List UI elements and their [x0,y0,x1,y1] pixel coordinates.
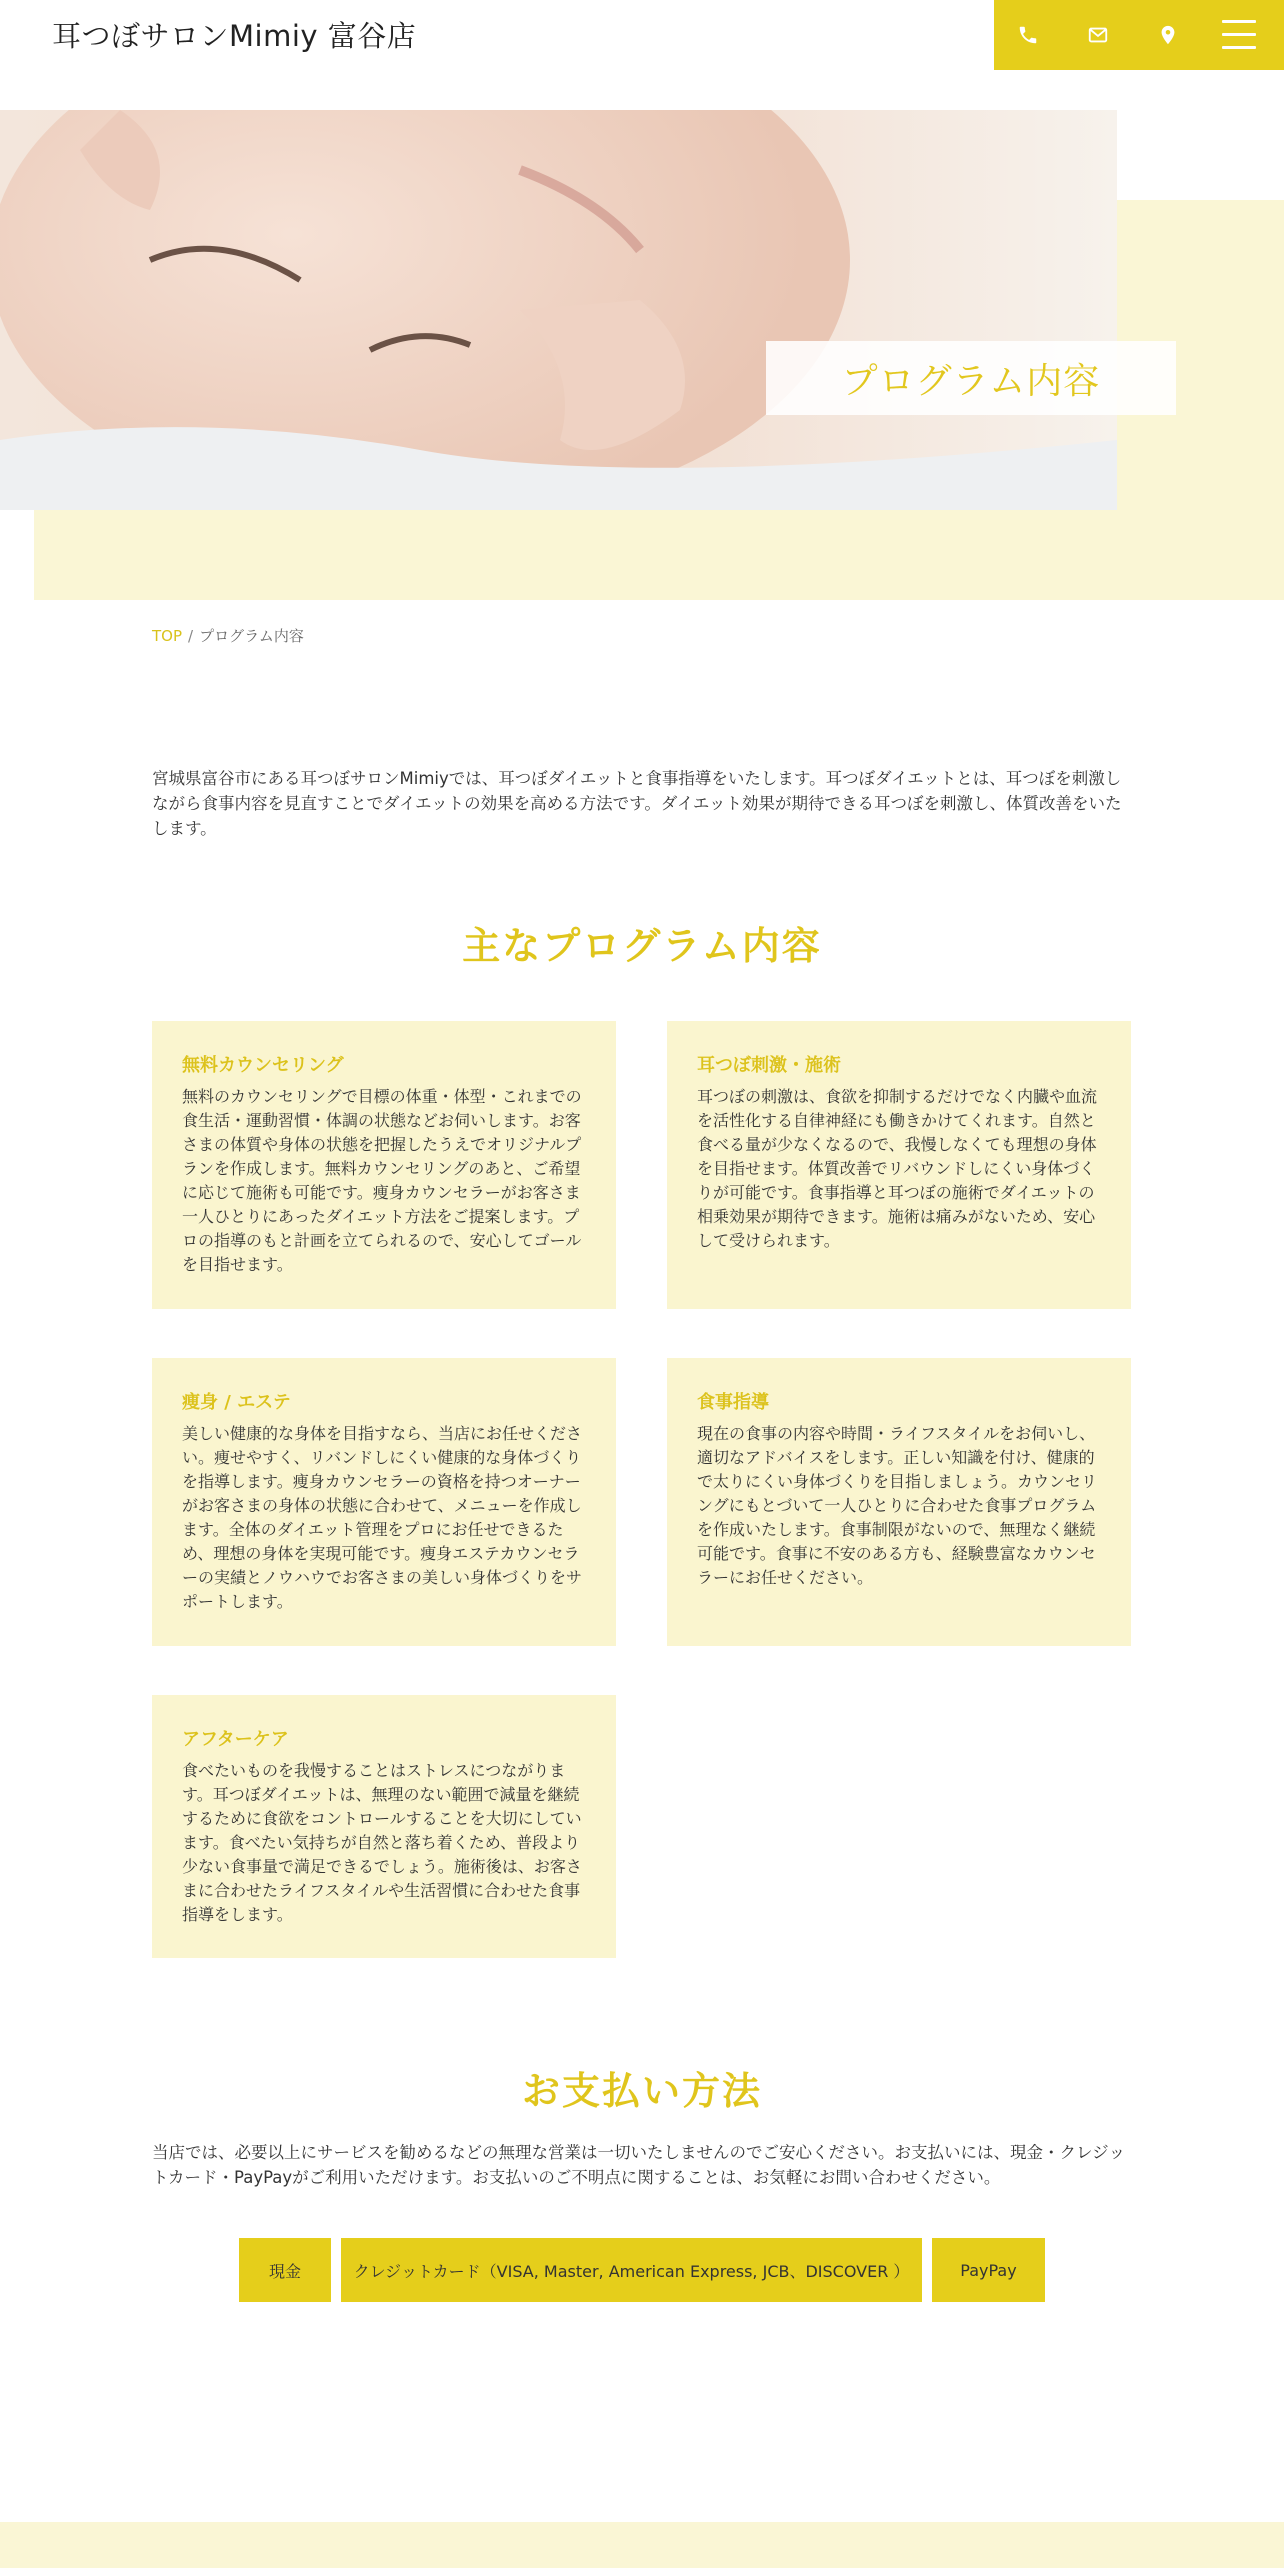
program-card [152,1021,616,1309]
payment-method-cash: 現金 [239,2238,331,2302]
programs-heading: 主なプログラム内容 [462,924,822,968]
hero-image [0,110,1117,510]
map-button[interactable] [1138,0,1198,70]
map-pin-icon [1157,24,1179,46]
program-card [152,1358,616,1646]
header-action-bar [994,0,1284,70]
payment-method-credit-card: クレジットカード（VISA, Master, American Express, JCB、DISCOVER ） [341,2238,922,2302]
program-card-title: 痩身 / エステ [182,1392,291,1413]
mail-button[interactable] [1068,0,1128,70]
payment-heading: お支払い方法 [521,2069,762,2113]
program-card-text: 美しい健康的な身体を目指すなら、当店にお任せください。痩せやすく、リバンドしにくい健康的な身体づくりを指導します。痩身カウンセラーの資格を持つオーナーがお客さまの身体の状態に合わせて、メニューを作成します。全体のダイエット管理をプロにお任せできるため、理想の身体を実現可能です。痩身エステカウンセラーの実績とノウハウでお客さまの美しい身体づくりをサポートします。 [182,1424,583,1611]
program-card [667,1358,1131,1646]
program-card-text: 無料のカウンセリングで目標の体重・体型・これまでの食生活・運動習慣・体調の状態などお伺いします。お客さまの体質や身体の状態を把握したうえでオリジナルプランを作成します。無料カウンセリングのあと、ご希望に応じて施術も可能です。痩身カウンセラーがお客さま一人ひとりにあったダイエット方法をご提案します。プロの指導のもと計画を立てられるので、安心してゴールを目指せます。 [182,1087,582,1274]
breadcrumb-separator: / [188,627,194,645]
phone-icon [1017,24,1039,46]
site-title[interactable]: 耳つぼサロンMimiy 富谷店 [52,19,417,53]
phone-button[interactable] [998,0,1058,70]
breadcrumb-current: プログラム内容 [199,627,304,645]
page-title: プログラム内容 [766,341,1176,415]
program-card [152,1695,616,1958]
breadcrumb [152,625,304,646]
program-card-title: 耳つぼ刺激・施術 [697,1055,841,1076]
payment-text: 当店では、必要以上にサービスを勧めるなどの無理な営業は一切いたしませんのでご安心ください。お支払いには、現金・クレジットカード・PayPayがご利用いただけます。お支払いのご不明点に関することは、お気軽にお問い合わせください。 [152,2143,1126,2187]
program-card-title: 食事指導 [697,1392,769,1413]
program-card [667,1021,1131,1309]
mail-icon [1087,24,1109,46]
footer-strip [0,2522,1284,2568]
program-card-title: 無料カウンセリング [182,1055,344,1076]
menu-button[interactable] [1222,20,1256,50]
program-card-text: 食べたいものを我慢することはストレスにつながります。耳つぼダイエットは、無理のない範囲で減量を継続するために食欲をコントロールすることを大切にしています。食べたい気持ちが自然と落ち着くため、普段より少ない食事量で満足できるでしょう。施術後は、お客さまに合わせたライフスタイルや生活習慣に合わせた食事指導をします。 [182,1761,582,1924]
menu-icon [1222,20,1256,23]
program-card-text: 現在の食事の内容や時間・ライフスタイルをお伺いし、適切なアドバイスをします。正しい知識を付け、健康的で太りにくい身体づくりを目指しましょう。カウンセリングにもとづいて一人ひとりに合わせた食事プログラムを作成いたします。食事制限がないので、無理なく継続可能です。食事に不安のある方も、経験豊富なカウンセラーにお任せください。 [697,1424,1098,1587]
program-card-title: アフターケア [182,1729,289,1750]
intro-text: 宮城県富谷市にある耳つぼサロンMimiyでは、耳つぼダイエットと食事指導をいたします。耳つぼダイエットとは、耳つぼを刺激しながら食事内容を見直すことでダイエットの効果を高める方法です。ダイエット効果が期待できる耳つぼを刺激し、体質改善をいたします。 [152,769,1122,838]
program-card-text: 耳つぼの刺激は、食欲を抑制するだけでなく内臓や血流を活性化する自律神経にも働きかけてくれます。自然と食べる量が少なくなるので、我慢しなくても理想の身体を目指せます。体質改善でリバウンドしにくい身体づくりが可能です。食事指導と耳つぼの施術でダイエットの相乗効果が期待できます。施術は痛みがないため、安心して受けられます。 [697,1087,1098,1250]
payment-method-paypay: PayPay [932,2238,1045,2302]
hero-photo-illustration [0,110,1117,510]
breadcrumb-home-link[interactable]: TOP [152,627,183,645]
